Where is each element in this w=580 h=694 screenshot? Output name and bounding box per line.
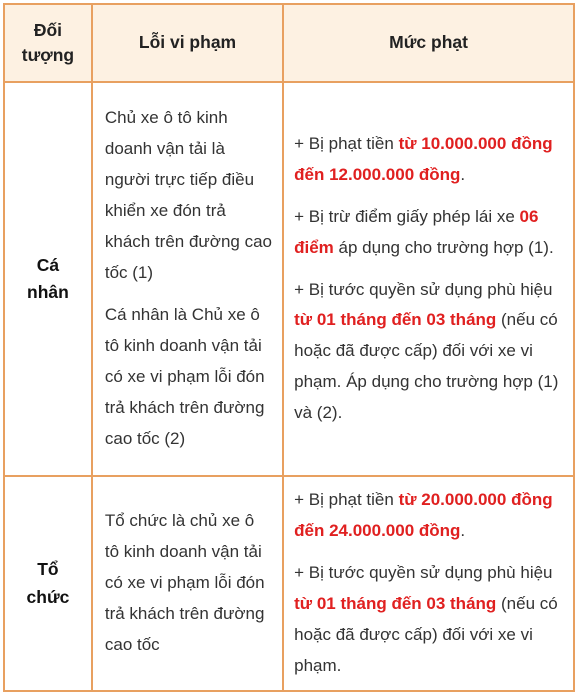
penalty-item-text: (nếu có hoặc đã được cấp) đối với xe vi phạm. xyxy=(294,594,558,675)
penalty-item-text: + Bị tước quyền sử dụng phù hiệu xyxy=(294,563,553,583)
penalty-item xyxy=(294,275,563,430)
penalty-item-text: (nếu có hoặc đã được cấp) đối với xe vi phạm. Áp dụng cho trường hợp (1) và (2). xyxy=(294,310,559,423)
penalty-table xyxy=(3,3,575,692)
penalty-item xyxy=(294,202,563,264)
subject-cell-individual xyxy=(4,82,92,476)
subject-individual-line-2: nhân xyxy=(27,282,69,302)
penalty-cell-organization xyxy=(283,476,574,691)
subject-organization-line-1: Tổ xyxy=(37,559,59,580)
penalty-item-text: + Bị tước quyền sử dụng phù hiệu xyxy=(294,279,553,299)
penalty-item-text: + Bị phạt tiền xyxy=(294,133,399,153)
penalty-item-text: . xyxy=(460,164,466,184)
penalty-highlight: từ 01 tháng đến 03 tháng xyxy=(294,594,497,613)
penalty-highlight: 06 điểm xyxy=(294,206,539,257)
penalty-item xyxy=(294,558,563,682)
penalty-highlight: từ 10.000.000 đồng đến 12.000.000 đồng xyxy=(294,133,553,184)
subject-cell-organization xyxy=(4,476,92,691)
penalty-item-text: . xyxy=(460,521,466,541)
header-penalty: Mức phạt xyxy=(283,4,574,82)
violation-text: Cá nhân là Chủ xe ô tô kinh doanh vận tải có xe vi phạm lỗi đón trả khách trên đường cao tốc (2) xyxy=(104,305,265,449)
penalty-item xyxy=(294,129,563,191)
penalty-highlight: từ 20.000.000 đồng đến 24.000.000 đồng xyxy=(294,490,553,541)
violation-cell-organization xyxy=(92,476,283,691)
header-subject-line-1: Đối xyxy=(33,19,63,40)
penalty-cell-individual xyxy=(283,82,574,476)
table-header-row xyxy=(4,4,574,82)
violation-text: Tổ chức là chủ xe ô tô kinh doanh vận tải có xe vi phạm lỗi đón trả khách trên đường cao tốc xyxy=(104,511,265,654)
header-subject xyxy=(4,4,92,82)
table-row-organization xyxy=(4,476,574,691)
subject-organization-line-2: chức xyxy=(26,586,70,607)
violation-cell-individual xyxy=(92,82,283,476)
subject-individual-line-1: Cá xyxy=(36,254,60,275)
penalty-item xyxy=(294,485,563,547)
penalty-item-text: áp dụng cho trường hợp (1). xyxy=(333,237,554,257)
penalty-item-text: + Bị phạt tiền xyxy=(294,490,399,510)
table-row-individual xyxy=(4,82,574,476)
violation-text: Chủ xe ô tô kinh doanh vận tải là người trực tiếp điều khiển xe đón trả khách trên đường cao tốc (1) xyxy=(104,107,272,282)
header-subject-line-2: tượng xyxy=(21,45,75,65)
penalty-item-text: + Bị trừ điểm giấy phép lái xe xyxy=(294,206,520,226)
penalty-highlight: từ 01 tháng đến 03 tháng xyxy=(294,310,497,330)
header-violation: Lỗi vi phạm xyxy=(92,4,283,82)
